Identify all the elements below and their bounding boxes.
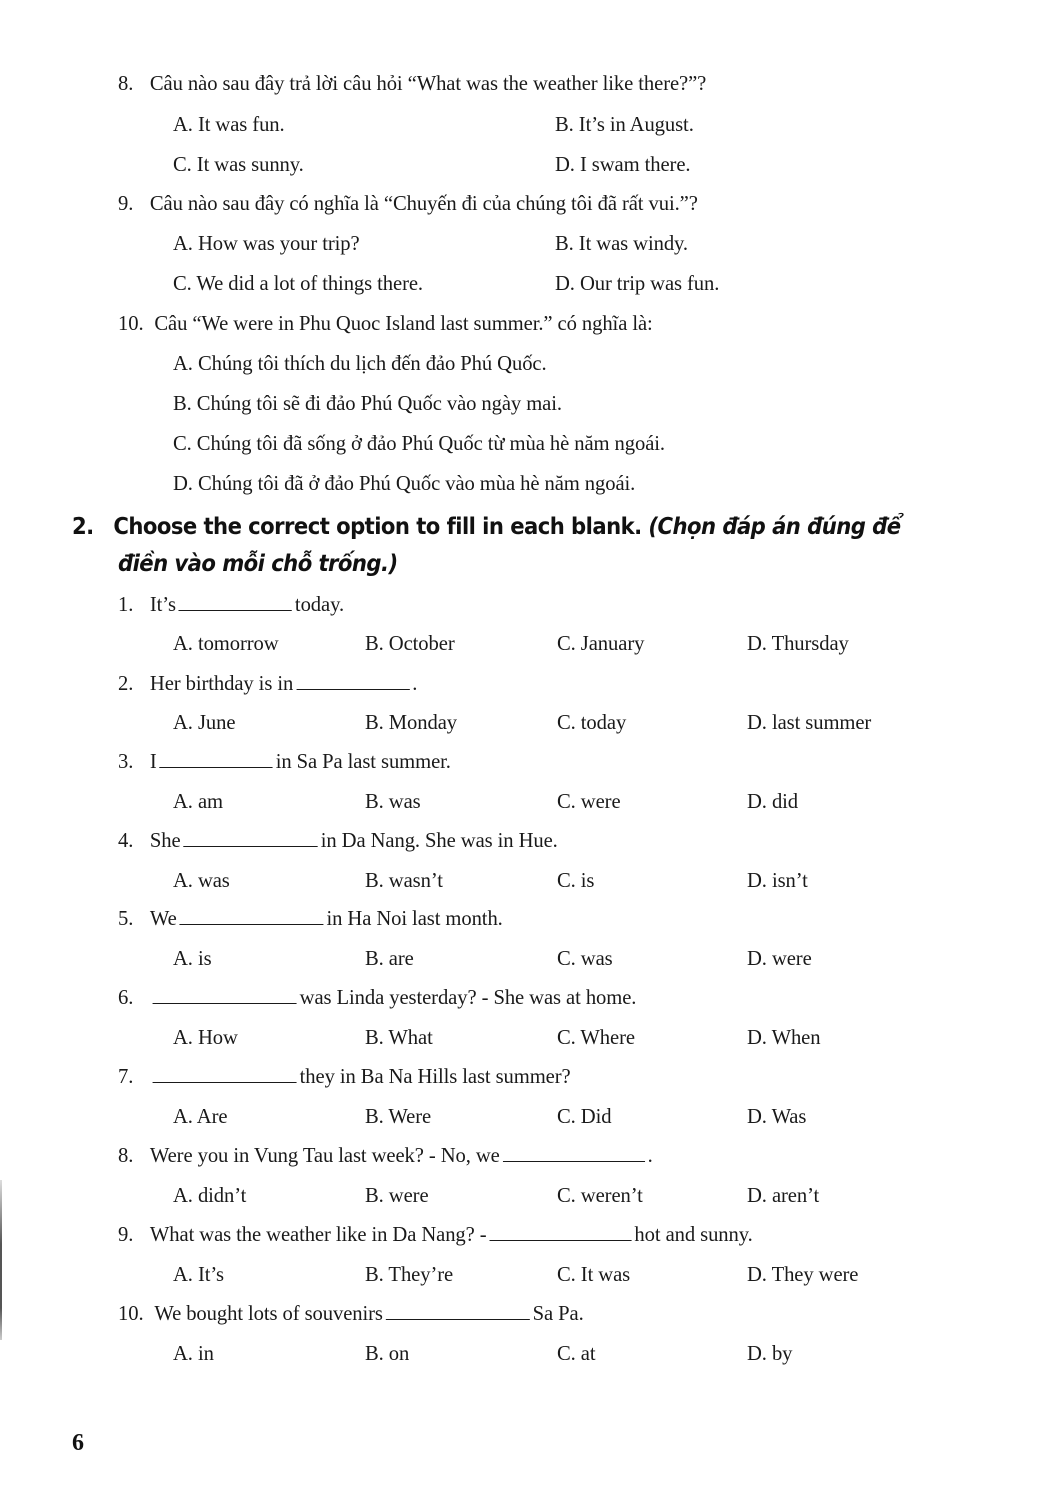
section-title-vi-cont: điền vào mỗi chỗ trống.) [118,551,398,577]
fill-question-4 [118,830,558,852]
question-text: Câu nào sau đây có nghĩa là “Chuyến đi của chúng tôi đã rất vui.”? [149,191,698,215]
question-number: 10. [118,311,144,335]
option-a[interactable]: A. It was fun. [173,112,285,136]
answer-blank[interactable] [153,1081,297,1083]
option-a[interactable]: A. Are [173,1104,228,1128]
option-d[interactable]: D. by [747,1341,793,1365]
fill-question-8 [118,1145,653,1167]
option-c[interactable]: C. is [557,868,595,892]
option-c[interactable]: C. at [557,1341,596,1365]
question-text: Câu “We were in Phu Quoc Island last summer.” có nghĩa là: [154,311,653,335]
page-edge-rule [0,1180,2,1340]
question-number: 4. [118,828,134,852]
page-number: 6 [72,1430,84,1456]
option-c[interactable]: C. was [557,946,613,970]
answer-blank[interactable] [386,1318,530,1320]
question-8-stem [118,73,706,95]
answer-blank[interactable] [183,845,317,847]
question-text-after: Sa Pa. [532,1301,584,1325]
question-number: 9. [118,191,134,215]
option-c[interactable]: C. Did [557,1104,612,1128]
option-b[interactable]: B. What [365,1025,433,1049]
option-d[interactable]: D. last summer [747,710,872,734]
question-text-after: they in Ba Na Hills last summer? [299,1064,571,1088]
option-d[interactable]: D. Our trip was fun. [555,271,720,295]
option-b[interactable]: B. Chúng tôi sẽ đi đảo Phú Quốc vào ngày mai. [173,391,562,415]
question-number: 9. [118,1222,134,1246]
question-number: 8. [118,1143,134,1167]
option-d[interactable]: D. were [747,946,812,970]
answer-blank[interactable] [180,923,324,925]
option-b[interactable]: B. was [365,789,421,813]
option-b[interactable]: B. wasn’t [365,868,443,892]
question-text-before: What was the weather like in Da Nang? - [149,1222,487,1246]
option-b[interactable]: B. Monday [365,710,458,734]
answer-blank[interactable] [179,609,292,611]
option-a[interactable]: A. June [173,710,236,734]
option-b[interactable]: B. on [365,1341,410,1365]
option-d[interactable]: D. They were [747,1262,859,1286]
question-text-after: in Ha Noi last month. [326,906,503,930]
question-text-before: Her birthday is in [149,671,294,695]
option-d[interactable]: D. did [747,789,799,813]
answer-blank[interactable] [296,688,409,690]
option-a[interactable]: A. is [173,946,212,970]
option-c[interactable]: C. It was [557,1262,631,1286]
option-a[interactable]: A. was [173,868,230,892]
option-c[interactable]: C. today [557,710,627,734]
question-text-after: . [412,671,418,695]
question-number: 1. [118,592,134,616]
option-b[interactable]: B. are [365,946,414,970]
section-number: 2. [72,514,94,540]
question-number: 3. [118,749,134,773]
option-d[interactable]: D. aren’t [747,1183,820,1207]
option-b[interactable]: B. It’s in August. [555,112,694,136]
section-title-vi: (Chọn đáp án đúng để [648,514,901,540]
option-a[interactable]: A. Chúng tôi thích du lịch đến đảo Phú Quốc. [173,351,547,375]
fill-question-9 [118,1224,753,1246]
option-c[interactable]: C. were [557,789,621,813]
question-text-before: It’s [149,592,176,616]
question-number: 7. [118,1064,134,1088]
fill-question-5 [118,908,503,930]
option-d[interactable]: D. isn’t [747,868,808,892]
question-number: 6. [118,985,134,1009]
fill-question-3 [118,751,451,773]
question-number: 10. [118,1301,144,1325]
option-d[interactable]: D. I swam there. [555,152,691,176]
question-text-after: today. [294,592,345,616]
question-number: 5. [118,906,134,930]
question-text-before: We bought lots of souvenirs [154,1301,383,1325]
option-c[interactable]: C. January [557,631,645,655]
question-text-before: She [149,828,181,852]
question-text-after: in Da Nang. She was in Hue. [320,828,558,852]
option-a[interactable]: A. tomorrow [173,631,279,655]
question-text-after: in Sa Pa last summer. [275,749,451,773]
option-a[interactable]: A. How was your trip? [173,231,360,255]
option-c[interactable]: C. It was sunny. [173,152,304,176]
option-b[interactable]: B. Were [365,1104,432,1128]
option-d[interactable]: D. Chúng tôi đã ở đảo Phú Quốc vào mùa hè năm ngoái. [173,471,636,495]
option-a[interactable]: A. am [173,789,223,813]
question-text-before: We [149,906,177,930]
option-a[interactable]: A. It’s [173,1262,224,1286]
option-b[interactable]: B. were [365,1183,429,1207]
option-b[interactable]: B. They’re [365,1262,454,1286]
answer-blank[interactable] [160,766,273,768]
answer-blank[interactable] [153,1002,297,1004]
question-text-after: . [647,1143,653,1167]
option-c[interactable]: C. We did a lot of things there. [173,271,423,295]
option-d[interactable]: D. When [747,1025,821,1049]
option-c[interactable]: C. Chúng tôi đã sống ở đảo Phú Quốc từ mùa hè năm ngoái. [173,431,665,455]
question-text-before: I [149,749,157,773]
question-text-after: was Linda yesterday? - She was at home. [299,985,637,1009]
fill-question-7 [118,1066,571,1088]
fill-question-10 [118,1303,584,1325]
question-10-stem [118,313,653,335]
question-text: Câu nào sau đây trả lời câu hỏi “What was the weather like there?”? [149,71,707,95]
option-b[interactable]: B. October [365,631,455,655]
fill-question-1 [118,594,344,616]
option-a[interactable]: A. didn’t [173,1183,247,1207]
question-number: 2. [118,671,134,695]
option-a[interactable]: A. in [173,1341,214,1365]
option-b[interactable]: B. It was windy. [555,231,689,255]
section-2-heading-line2 [118,553,398,576]
question-9-stem [118,193,698,215]
fill-question-6 [118,987,636,1009]
answer-blank[interactable] [503,1160,645,1162]
question-number: 8. [118,71,134,95]
option-d[interactable]: D. Was [747,1104,807,1128]
section-title: Choose the correct option to fill in each blank. [113,514,642,540]
option-a[interactable]: A. How [173,1025,238,1049]
option-c[interactable]: C. Where [557,1025,635,1049]
question-text-before: Were you in Vung Tau last week? - No, we [149,1143,500,1167]
option-d[interactable]: D. Thursday [747,631,849,655]
answer-blank[interactable] [489,1239,631,1241]
option-c[interactable]: C. weren’t [557,1183,643,1207]
fill-question-2 [118,673,417,695]
question-text-after: hot and sunny. [634,1222,753,1246]
section-2-heading [72,516,901,539]
